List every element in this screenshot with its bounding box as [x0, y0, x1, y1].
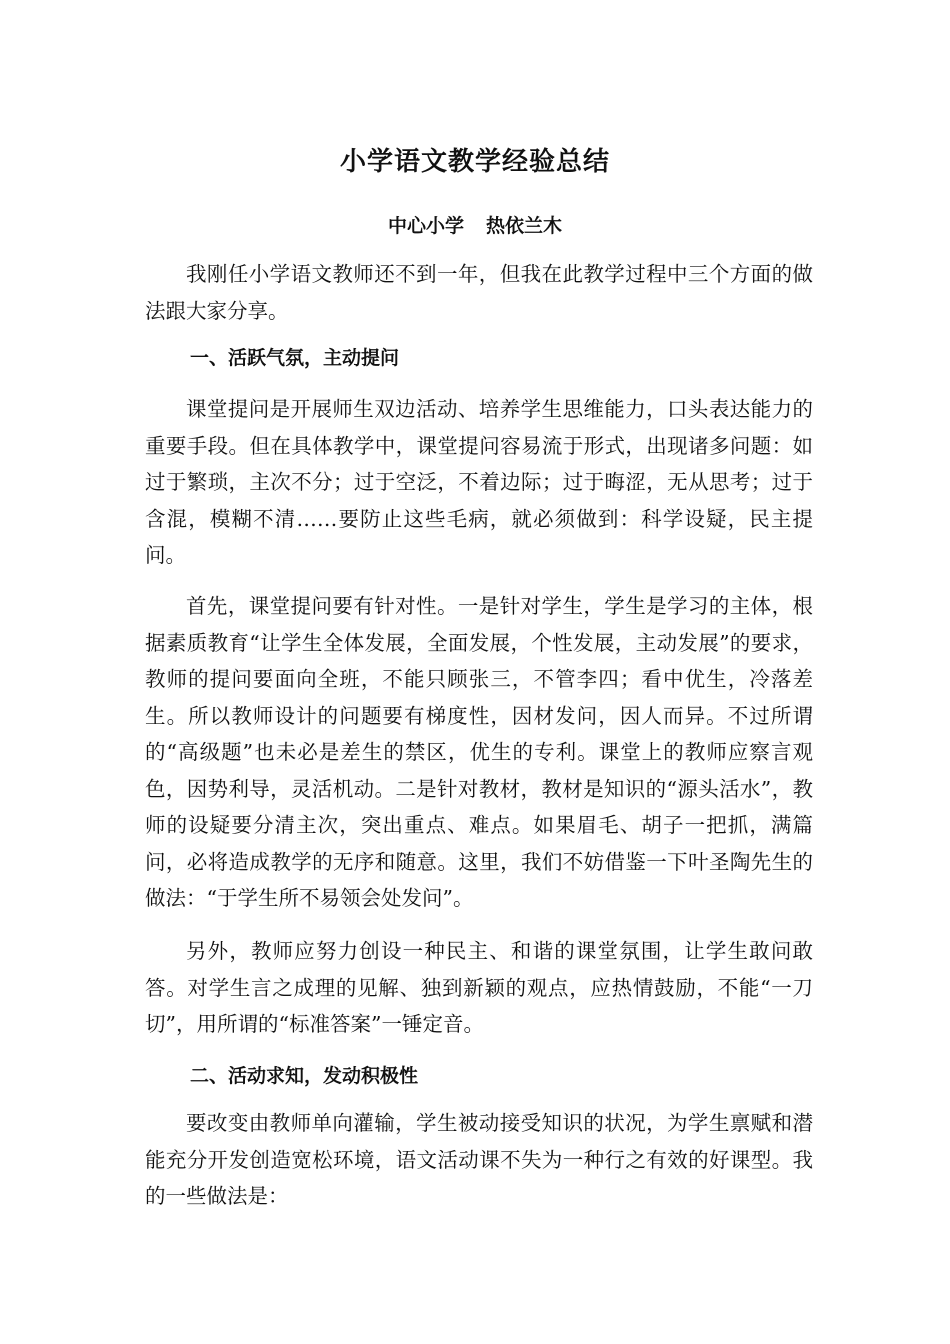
section-1-heading: 一、活跃气氛，主动提问	[190, 347, 400, 369]
section-2-heading: 二、活动求知，发动积极性	[190, 1065, 419, 1087]
author-line	[0, 210, 950, 242]
section-1-para-2-block	[145, 588, 813, 917]
intro-paragraph: 我刚任小学语文教师还不到一年，但我在此教学过程中三个方面的做法跟大家分享。	[145, 262, 813, 323]
section-1-para-1-block	[145, 391, 813, 574]
section-1-paragraph-3: 另外，教师应努力创设一种民主、和谐的课堂氛围，让学生敢问敢答。对学生言之成理的见解、独到新颖的观点，应热情鼓励，不能“一刀切”，用所谓的“标准答案”一锤定音。	[145, 939, 813, 1036]
author-name: 热依兰木	[486, 215, 563, 237]
section-1-para-3-block	[145, 933, 813, 1043]
section-2-paragraph-1: 要改变由教师单向灌输，学生被动接受知识的状况，为学生禀赋和潜能充分开发创造宽松环境，语文活动课不失为一种行之有效的好课型。我的一些做法是：	[145, 1111, 813, 1208]
section-1-paragraph-1: 课堂提问是开展师生双边活动、培养学生思维能力，口头表达能力的重要手段。但在具体教学中，课堂提问容易流于形式，出现诸多问题：如过于繁琐，主次不分；过于空泛，不着边际；过于晦涩，无从思考；过于含混，模糊不清……要防止这些毛病，就必须做到：科学设疑，民主提问。	[145, 397, 813, 567]
intro-block	[145, 256, 813, 329]
section-2-para-1-block	[145, 1105, 813, 1215]
document-title: 小学语文教学经验总结	[339, 147, 610, 177]
section-1-paragraph-2: 首先，课堂提问要有针对性。一是针对学生，学生是学习的主体，根据素质教育“让学生全体发展，全面发展，个性发展，主动发展”的要求，教师的提问要面向全班，不能只顾张三，不管李四；看中优生，冷落差生。所以教师设计的问题要有梯度性，因材发问，因人而异。不过所谓的“高级题”也未必是差生的禁区，优生的专利。课堂上的教师应察言观色，因势利导，灵活机动。二是针对教材，教材是知识的“源头活水”，教师的设疑要分清主次，突出重点、难点。如果眉毛、胡子一把抓，满篇问，必将造成教学的无序和随意。这里，我们不妨借鉴一下叶圣陶先生的做法：“于学生所不易领会处发问”。	[145, 594, 813, 910]
author-school: 中心小学	[387, 215, 464, 237]
